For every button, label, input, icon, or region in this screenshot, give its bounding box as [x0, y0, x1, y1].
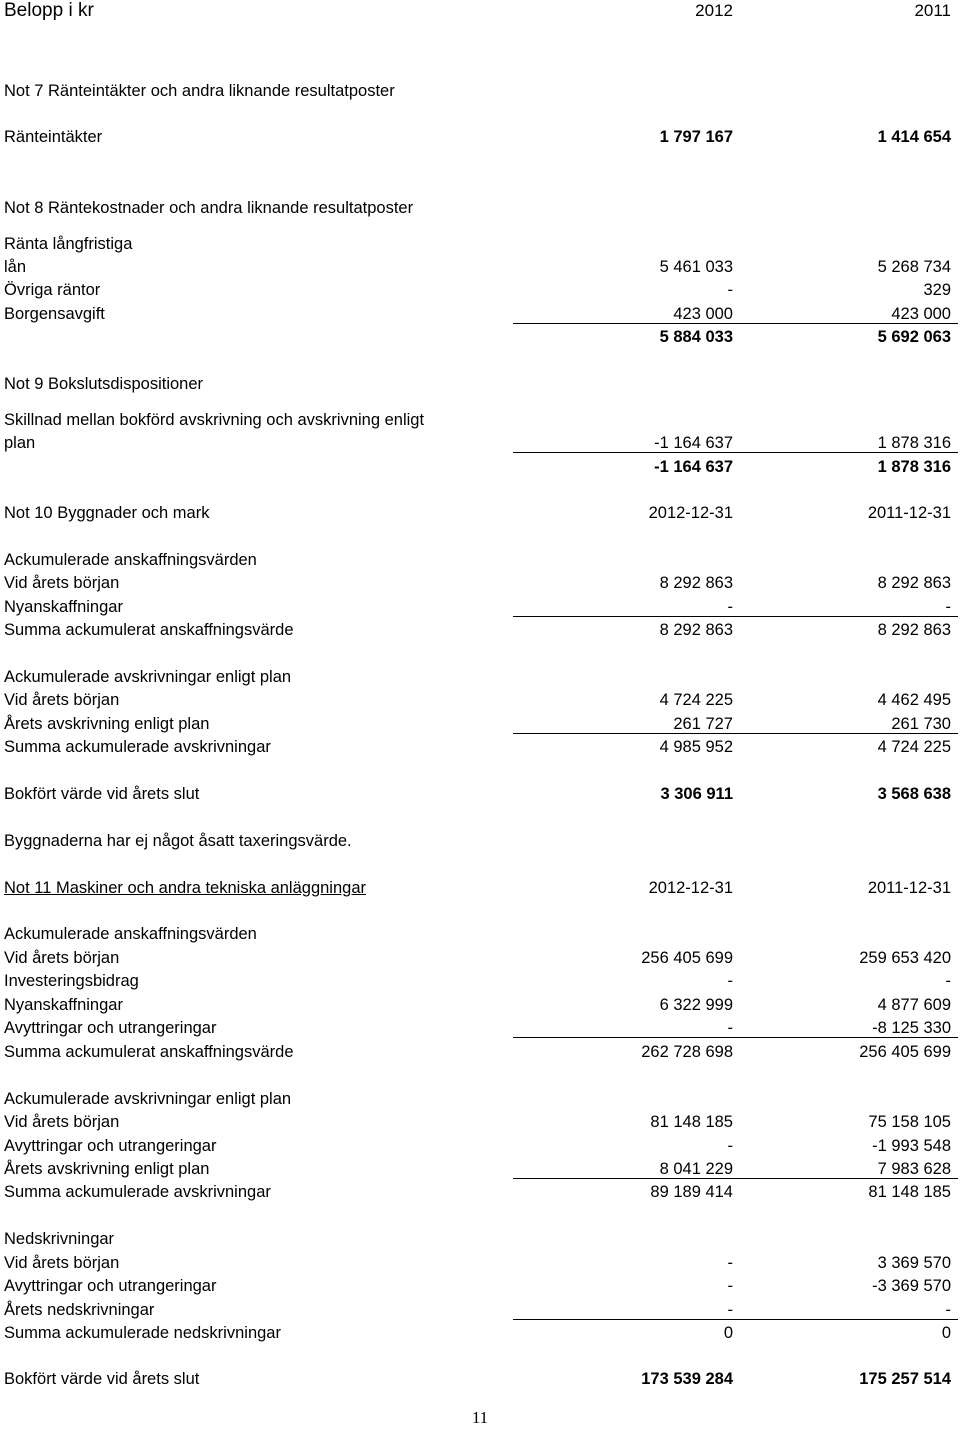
row-label: Avyttringar och utrangeringar	[4, 1137, 217, 1155]
sum-rule	[513, 323, 958, 324]
row-label: Skillnad mellan bokförd avskrivning och avskrivning enligt	[4, 411, 425, 429]
value-2011: 261 730	[891, 715, 951, 733]
value-2011: 423 000	[891, 305, 951, 323]
value-2012: -	[727, 1254, 733, 1272]
value-2012: -	[727, 1301, 733, 1319]
value-2012: 5 884 033	[659, 328, 733, 346]
sum-rule	[513, 616, 958, 617]
value-2012: 89 189 414	[650, 1183, 733, 1201]
table-row	[0, 688, 960, 712]
row-label: Ackumulerade avskrivningar enligt plan	[4, 1090, 292, 1108]
value-2012: 3 306 911	[660, 785, 733, 803]
row-label: Övriga räntor	[4, 281, 101, 299]
value-2011: 3 369 570	[877, 1254, 951, 1272]
sum-rule	[513, 1037, 958, 1038]
table-row	[0, 196, 960, 220]
row-label: Nedskrivningar	[4, 1230, 115, 1248]
row-label: Not 8 Räntekostnader och andra liknande resultatposter	[4, 199, 414, 217]
value-2012: 261 727	[673, 715, 733, 733]
row-label: Bokfört värde vid årets slut	[4, 1370, 200, 1388]
table-row	[0, 1274, 960, 1298]
row-label: Ränteintäkter	[4, 128, 103, 146]
row-label: Avyttringar och utrangeringar	[4, 1277, 217, 1295]
row-label: Byggnaderna har ej något åsatt taxeringsvärde.	[4, 832, 352, 850]
value-2011: -	[945, 972, 951, 990]
value-2012: 256 405 699	[641, 949, 733, 967]
table-row	[0, 325, 960, 349]
table-row	[0, 665, 960, 689]
value-2011: 5 268 734	[877, 258, 951, 276]
table-row	[0, 1134, 960, 1158]
value-2012: -	[727, 598, 733, 616]
row-label: Not 11 Maskiner och andra tekniska anläggningar	[4, 879, 366, 897]
value-2012: 5 461 033	[659, 258, 733, 276]
row-label: Vid årets början	[4, 1254, 120, 1272]
table-row	[0, 1040, 960, 1064]
value-2012: -	[727, 1277, 733, 1295]
row-label: Årets nedskrivningar	[4, 1301, 155, 1319]
value-2011: 7 983 628	[877, 1160, 951, 1178]
table-row	[0, 829, 960, 853]
value-2012: 4 724 225	[659, 691, 733, 709]
value-2011: 4 462 495	[877, 691, 951, 709]
sum-rule	[513, 1319, 958, 1320]
table-row	[0, 232, 960, 256]
sum-rule	[513, 1178, 958, 1179]
value-2012: 8 292 863	[659, 574, 733, 592]
value-2011: 175 257 514	[859, 1370, 951, 1388]
value-2012: 4 985 952	[659, 738, 733, 756]
value-2011: 2011-12-31	[867, 879, 951, 897]
value-2012: 6 322 999	[659, 996, 733, 1014]
value-2012: 2012-12-31	[648, 504, 733, 522]
row-label: Vid årets början	[4, 1113, 120, 1131]
table-row	[0, 1110, 960, 1134]
table-header	[0, 0, 960, 24]
value-2011: -8 125 330	[872, 1019, 951, 1037]
value-2011: -	[945, 598, 951, 616]
row-label: Vid årets början	[4, 574, 120, 592]
value-2011: 256 405 699	[859, 1043, 951, 1061]
value-2012: 262 728 698	[641, 1043, 733, 1061]
row-label: Årets avskrivning enligt plan	[4, 715, 210, 733]
row-label: Not 9 Bokslutsdispositioner	[4, 375, 204, 393]
table-row	[0, 79, 960, 103]
value-2011: 81 148 185	[868, 1183, 951, 1201]
value-2011: 1 878 316	[877, 458, 951, 476]
row-label: Not 10 Byggnader och mark	[4, 504, 210, 522]
row-label: Ackumulerade anskaffningsvärden	[4, 925, 257, 943]
table-row	[0, 782, 960, 806]
table-row	[0, 1251, 960, 1275]
value-2011: 1 414 654	[877, 128, 951, 146]
table-row	[0, 408, 960, 432]
table-row	[0, 618, 960, 642]
row-label: Ackumulerade anskaffningsvärden	[4, 551, 257, 569]
row-label: plan	[4, 434, 36, 452]
value-2011: -3 369 570	[872, 1277, 951, 1295]
table-row	[0, 946, 960, 970]
value-2011: -	[945, 1301, 951, 1319]
value-2011: 329	[923, 281, 951, 299]
value-2012: 1 797 167	[659, 128, 733, 146]
page-number: 11	[471, 1408, 489, 1427]
value-2012: -1 164 637	[654, 434, 733, 452]
table-row	[0, 993, 960, 1017]
row-label: lån	[4, 258, 27, 276]
header-year-2011: 2011	[914, 1, 951, 20]
table-row	[0, 922, 960, 946]
value-2011: 4 724 225	[877, 738, 951, 756]
value-2011: 4 877 609	[877, 996, 951, 1014]
table-row	[0, 876, 960, 900]
header-label: Belopp i kr	[4, 0, 94, 21]
value-2011: 2011-12-31	[867, 504, 951, 522]
row-label: Borgensavgift	[4, 305, 105, 323]
value-2011: 75 158 105	[868, 1113, 951, 1131]
row-label: Nyanskaffningar	[4, 598, 123, 616]
row-label: Summa ackumulerade avskrivningar	[4, 1183, 271, 1201]
row-label: Vid årets början	[4, 691, 120, 709]
value-2011: 5 692 063	[877, 328, 951, 346]
table-row	[0, 1321, 960, 1345]
table-row	[0, 1087, 960, 1111]
table-row	[0, 969, 960, 993]
row-label: Summa ackumulerade avskrivningar	[4, 738, 271, 756]
value-2011: 8 292 863	[877, 574, 951, 592]
value-2012: 423 000	[673, 305, 733, 323]
row-label: Summa ackumulerat anskaffningsvärde	[4, 621, 294, 639]
value-2012: 8 292 863	[659, 621, 733, 639]
table-row	[0, 255, 960, 279]
value-2012: 0	[723, 1324, 733, 1342]
value-2011: 8 292 863	[877, 621, 951, 639]
table-row	[0, 501, 960, 525]
table-row	[0, 1367, 960, 1391]
table-row	[0, 548, 960, 572]
value-2012: -	[727, 1137, 733, 1155]
row-label: Nyanskaffningar	[4, 996, 123, 1014]
table-row	[0, 571, 960, 595]
value-2011: -1 993 548	[872, 1137, 951, 1155]
value-2012: -	[727, 972, 733, 990]
sum-rule	[513, 733, 958, 734]
row-label: Ackumulerade avskrivningar enligt plan	[4, 668, 292, 686]
table-row	[0, 1180, 960, 1204]
value-2011: 259 653 420	[859, 949, 951, 967]
table-row	[0, 372, 960, 396]
table-row	[0, 278, 960, 302]
sum-rule	[513, 452, 958, 453]
row-label: Bokfört värde vid årets slut	[4, 785, 200, 803]
row-label: Vid årets början	[4, 949, 120, 967]
row-label: Ränta långfristiga	[4, 235, 133, 253]
row-label: Summa ackumulerade nedskrivningar	[4, 1324, 281, 1342]
table-row	[0, 735, 960, 759]
value-2011: 3 568 638	[877, 785, 951, 803]
value-2012: -	[727, 1019, 733, 1037]
row-label: Årets avskrivning enligt plan	[4, 1160, 210, 1178]
row-label: Summa ackumulerat anskaffningsvärde	[4, 1043, 294, 1061]
value-2012: 8 041 229	[659, 1160, 733, 1178]
value-2012: 2012-12-31	[648, 879, 733, 897]
value-2011: 0	[941, 1324, 951, 1342]
table-row	[0, 125, 960, 149]
value-2012: -	[727, 281, 733, 299]
value-2012: -1 164 637	[654, 458, 733, 476]
row-label: Avyttringar och utrangeringar	[4, 1019, 217, 1037]
row-label: Not 7 Ränteintäkter och andra liknande resultatposter	[4, 82, 395, 100]
header-year-2012: 2012	[695, 1, 733, 20]
value-2012: 81 148 185	[650, 1113, 733, 1131]
value-2011: 1 878 316	[877, 434, 951, 452]
table-row	[0, 1227, 960, 1251]
row-label: Investeringsbidrag	[4, 972, 139, 990]
table-row	[0, 455, 960, 479]
value-2012: 173 539 284	[641, 1370, 733, 1388]
